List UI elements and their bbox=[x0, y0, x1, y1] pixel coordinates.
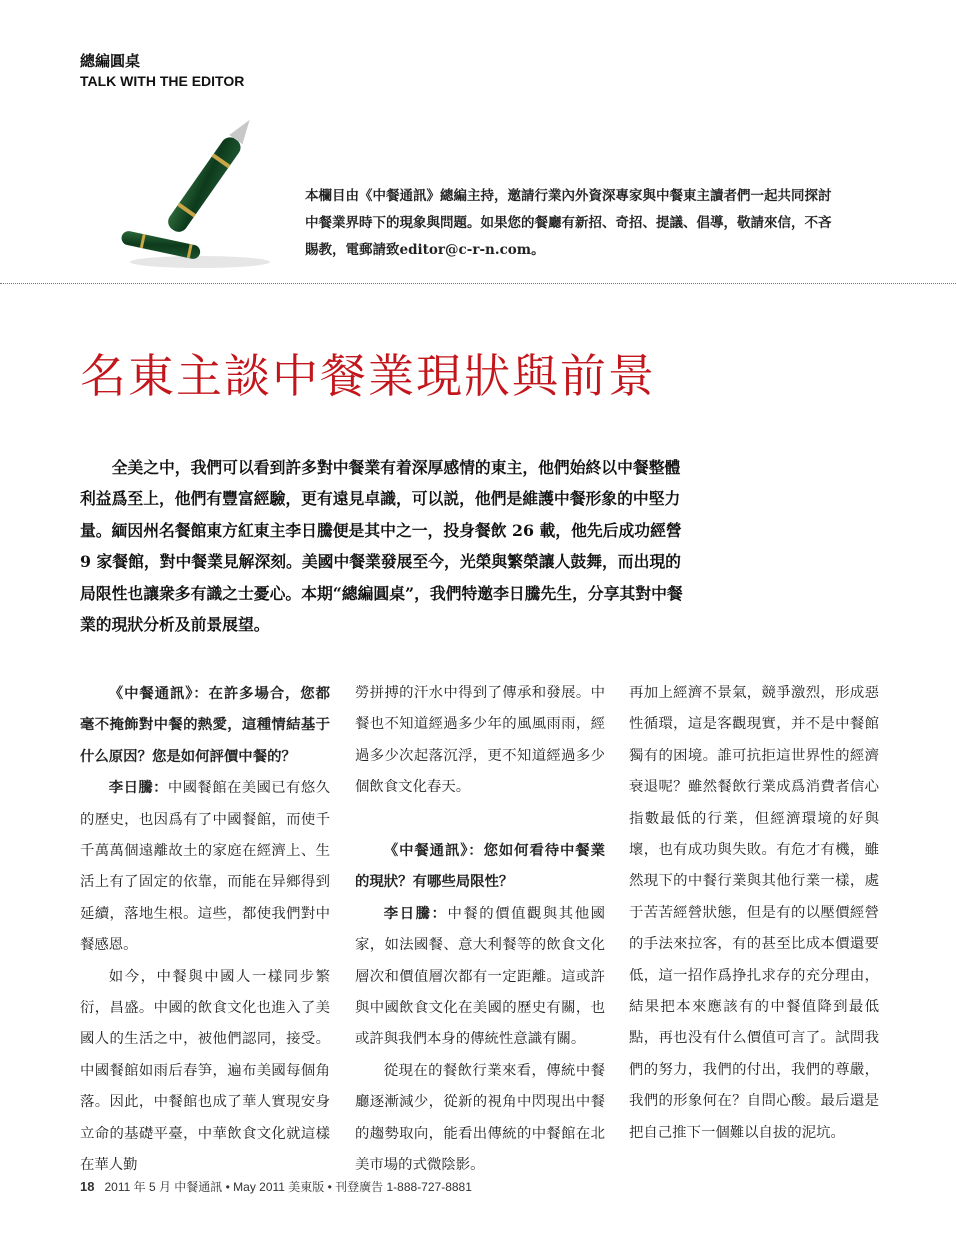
speaker-label: 李日騰： bbox=[108, 779, 168, 797]
answer-2-text: 中餐的價值觀與其他國家，如法國餐、意大利餐等的飲食文化層次和價值層次都有一定距離。這或許與中國飲食文化在美國的歷史有關，也或許與我們本身的傳統性意識有關。 bbox=[355, 905, 605, 1048]
divider bbox=[0, 283, 956, 284]
answer-1-para-2: 如今，中餐與中國人一樣同步繁衍，昌盛。中國的飲食文化也進入了美國人的生活之中，被他們認同，接受。中國餐館如雨后春笋，遍布美國每個角落。因此，中餐館也成了華人實現安身立命的基礎平臺，中華飲食文化就這樣在華人勤 bbox=[80, 968, 330, 1174]
answer-2-continued: 再加上經濟不景氣，競爭激烈，形成惡性循環，這是客觀現實，并不是中餐館獨有的困境。誰可抗拒這世界性的經濟衰退呢？雖然餐飲行業成爲消費者信心指數最低的行業，但經濟環境的好與壞，也有成功與失敗。有危才有機，雖然現下的中餐行業與其他行業一樣，處于苦苦經營狀態，但是有的以壓價經營的手法來拉客，有的甚至比成本價還要低，這一招作爲挣扎求存的充分理由，結果把本來應該有的中餐值降到最低點，再也没有什么價值可言了。試問我們的努力，我們的付出，我們的尊嚴，我們的形象何在？自問心酸。最后還是把自己推下一個難以自拔的泥坑。 bbox=[629, 685, 879, 1141]
page-number: 18 bbox=[80, 1179, 95, 1194]
section-title-zh: 總編圓桌 bbox=[80, 52, 141, 70]
answer-2-para-2: 從現在的餐飲行業來看，傳統中餐廳逐漸減少，從新的視角中閃現出中餐的趨勢取向，能看出傳統的中餐館在北美市場的式微陰影。 bbox=[355, 1062, 605, 1174]
article-headline: 名東主談中餐業現狀與前景 bbox=[80, 349, 656, 403]
column-1 bbox=[80, 678, 330, 1182]
section-title-en: TALK WITH THE EDITOR bbox=[80, 73, 245, 89]
question-2: 《中餐通訊》：您如何看待中餐業的現狀？有哪些局限性？ bbox=[355, 842, 605, 891]
column-intro: 本欄目由《中餐通訊》總編主持，邀請行業內外資深專家與中餐東主讀者們一起共同探討中餐業界時下的現象與問題。如果您的餐廳有新招、奇招、提議、倡導，敬請來信，不吝賜教，電郵請致editor@c-r-n.com。 bbox=[305, 188, 832, 258]
answer-2-para-1 bbox=[355, 898, 605, 1056]
article-lead: 全美之中，我們可以看到許多對中餐業有着深厚感情的東主，他們始終以中餐整體利益爲至上，他們有豐富經驗，更有遠見卓識，可以説，他們是維護中餐形象的中堅力量。緬因州名餐館東方紅東主李日騰便是其中之一，投身餐飲 26 載，他先后成功經營 9 家餐館，對中餐業見解深刻。美國中餐業發展至今，光榮與繁榮讓人鼓舞，而出現的局限性也讓衆多有識之士憂心。本期“總編圓桌”，我們特邀李日騰先生，分享其對中餐業的現狀分析及前景展望。 bbox=[80, 458, 683, 635]
speaker-label: 李日騰： bbox=[383, 904, 448, 922]
answer-1-continued: 勞拼搏的汗水中得到了傳承和發展。中餐也不知道經過多少年的風風雨雨，經過多少次起落沉浮，更不知道經過多少個飲食文化春天。 bbox=[355, 685, 605, 796]
spacer bbox=[355, 804, 605, 835]
column-2 bbox=[355, 678, 605, 1181]
footer-text: 2011 年 5 月 中餐通訊 • May 2011 美東版 • 刊登廣告 1-888-727-8881 bbox=[104, 1180, 472, 1194]
answer-1-para-1 bbox=[80, 772, 330, 961]
column-3 bbox=[629, 678, 879, 1149]
answer-1-text: 中國餐館在美國已有悠久的歷史，也因爲有了中國餐館，而使千千萬萬個遠離故土的家庭在經濟上、生活上有了固定的依靠，而能在异鄉得到延續，落地生根。這些，都使我們對中餐感恩。 bbox=[80, 780, 330, 954]
page-footer bbox=[80, 1178, 472, 1195]
fountain-pen-icon bbox=[110, 100, 285, 275]
question-1: 《中餐通訊》：在許多場合，您都毫不掩飾對中餐的熱愛，這種情結基于什么原因？您是如何評價中餐的？ bbox=[80, 685, 330, 765]
